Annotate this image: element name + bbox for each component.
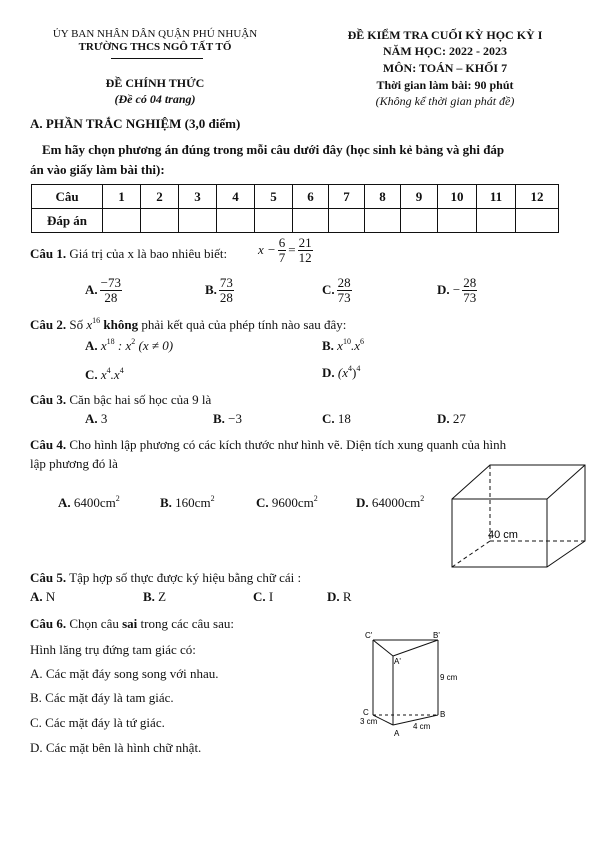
question-6-stem: Câu 6. Chọn câu sai trong các câu sau: xyxy=(30,616,234,631)
answer-table xyxy=(31,184,559,233)
eq-x: x − xyxy=(258,242,276,258)
eq-fraction-1: $\frac{6}{7}$ xyxy=(278,235,286,265)
header-department: ỦY BAN NHÂN DÂN QUẬN PHÚ NHUẬN xyxy=(52,28,258,40)
q3-option-a: A. 3 xyxy=(85,411,108,426)
question-3-stem: Câu 3. Căn bậc hai số học của 9 là xyxy=(30,392,212,407)
answer-cell xyxy=(401,209,438,233)
answer-cell xyxy=(293,209,329,233)
q6-option-a: A. Các mặt đáy song song với nhau. xyxy=(30,666,219,681)
exam-title: ĐỀ KIỂM TRA CUỐI KỲ HỌC KỲ I xyxy=(347,28,543,42)
cube-edge-label: 40 cm xyxy=(488,529,518,541)
duration: Thời gian làm bài: 90 phút xyxy=(376,78,514,92)
answer-table-col: 11 xyxy=(477,185,516,209)
eq-fraction-2: $\frac{21}{12}$ xyxy=(298,235,312,265)
q5-option-d: D. R xyxy=(327,589,352,604)
q2-option-c: C. $x^4.x^4$ xyxy=(85,366,124,382)
answer-table-col: 7 xyxy=(329,185,365,209)
answer-cell xyxy=(103,209,141,233)
header-underline xyxy=(111,58,203,59)
answer-table-col: 12 xyxy=(516,185,559,209)
question-1-label: Câu 1. xyxy=(30,246,67,261)
question-1-text: Giá trị của x là bao nhiêu biết: xyxy=(69,246,228,261)
question-4-stem: Câu 4. Cho hình lập phương có các kích thước như hình vẽ. Diện tích xung quanh của hình xyxy=(30,437,507,452)
answer-cell xyxy=(141,209,179,233)
q4-option-d: D. $64000cm^2$ xyxy=(356,494,425,510)
prism-vertex-label: A' xyxy=(394,657,401,666)
school-year: NĂM HỌC: 2022 - 2023 xyxy=(383,44,507,58)
q4-option-b: B. $160cm^2$ xyxy=(160,494,215,510)
prism-vertex-label: B xyxy=(440,710,446,719)
q1-option-d: D. − $\frac{28}{73}$ xyxy=(437,275,477,305)
q1-option-b: B. $\frac{73}{28}$ xyxy=(205,275,233,305)
answer-table-answer-row xyxy=(32,209,559,233)
q3-option-c: C. 18 xyxy=(322,411,351,426)
answer-table-row-label: Câu xyxy=(32,185,103,209)
q2-option-d: D. $(x^4)^4$ xyxy=(322,364,361,380)
q5-option-a: A. N xyxy=(30,589,56,604)
answer-table-header-row xyxy=(32,185,559,209)
answer-table-col: 4 xyxy=(217,185,255,209)
instruction-line-1: Em hãy chọn phương án đúng trong mỗi câu dưới đây (học sinh kẻ bảng và ghi đáp xyxy=(42,142,505,157)
q2-option-a: A. $x^{18}$ : $x^2$ (x ≠ 0) xyxy=(85,337,174,353)
answer-cell xyxy=(255,209,293,233)
answer-cell xyxy=(179,209,217,233)
answer-cell xyxy=(516,209,559,233)
answer-table-col: 1 xyxy=(103,185,141,209)
prism-vertex-label: C xyxy=(363,708,369,717)
q3-option-b: B. −3 xyxy=(213,411,243,426)
subject: MÔN: TOÁN – KHỐI 7 xyxy=(382,61,508,75)
q6-option-b: B. Các mặt đáy là tam giác. xyxy=(30,690,174,705)
eq-equals: = xyxy=(288,242,296,258)
answer-table-col: 8 xyxy=(365,185,401,209)
q3-option-d: D. 27 xyxy=(437,411,466,426)
q1-option-c: C. $\frac{28}{73}$ xyxy=(322,275,351,305)
q5-option-c: C. I xyxy=(253,589,274,604)
prism-vertex-label: C' xyxy=(365,631,373,640)
answer-cell xyxy=(438,209,477,233)
answer-table-col: 9 xyxy=(401,185,438,209)
question-1-equation xyxy=(258,236,315,264)
answer-table-col: 3 xyxy=(179,185,217,209)
answer-cell xyxy=(477,209,516,233)
answer-cell xyxy=(217,209,255,233)
prism-figure xyxy=(355,628,465,743)
answer-table-col: 10 xyxy=(438,185,477,209)
prism-height-label: 9 cm xyxy=(440,673,458,682)
q2-option-b: B. $x^{10}.x^6$ xyxy=(322,337,364,353)
instruction-line-2: án vào giấy làm bài thi): xyxy=(30,162,165,177)
answer-table-col: 5 xyxy=(255,185,293,209)
q6-option-d: D. Các mặt bên là hình chữ nhật. xyxy=(30,740,202,755)
page-count: (Đề có 04 trang) xyxy=(114,92,196,106)
q5-option-b: B. Z xyxy=(143,589,167,604)
prism-vertex-label: B' xyxy=(433,631,440,640)
section-a-title: A. PHẦN TRẮC NGHIỆM (3,0 điểm) xyxy=(30,116,241,131)
answer-cell xyxy=(329,209,365,233)
prism-vertex-label: A xyxy=(394,729,400,738)
question-4-stem-2: lập phương đó là xyxy=(30,456,118,471)
answer-table-col: 2 xyxy=(141,185,179,209)
question-6-intro: Hình lăng trụ đứng tam giác có: xyxy=(30,642,196,657)
q4-option-a: A. $6400cm^2$ xyxy=(58,494,120,510)
answer-cell xyxy=(365,209,401,233)
question-5-stem: Câu 5. Tập hợp số thực được ký hiệu bằng chữ cái : xyxy=(30,570,302,585)
prism-edge-label: 3 cm xyxy=(360,717,378,726)
duration-note: (Không kể thời gian phát đề) xyxy=(375,94,515,108)
header-school: TRƯỜNG THCS NGÔ TẤT TỐ xyxy=(78,41,232,53)
question-1-stem xyxy=(30,246,227,262)
cube-figure xyxy=(440,462,590,570)
q1-option-a: A. $\frac{-73}{28}$ xyxy=(85,275,121,305)
answer-table-col: 6 xyxy=(293,185,329,209)
official-label: ĐỀ CHÍNH THỨC xyxy=(105,76,205,90)
answer-table-row-label: Đáp án xyxy=(32,209,103,233)
question-2-stem: Câu 2. Số $x^{16}$ không phải kết quả của phép tính nào sau đây: xyxy=(30,316,347,332)
q6-option-c: C. Các mặt đáy là tứ giác. xyxy=(30,715,165,730)
prism-edge-label: 4 cm xyxy=(413,722,431,731)
q4-option-c: C. $9600cm^2$ xyxy=(256,494,318,510)
